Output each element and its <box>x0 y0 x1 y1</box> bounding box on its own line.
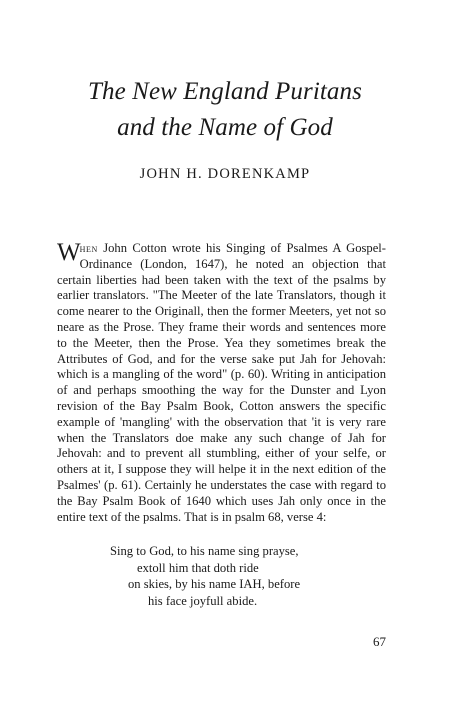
psalm-line-1: Sing to God, to his name sing prayse, <box>110 544 299 558</box>
article-title-line-2: and the Name of God <box>117 114 333 141</box>
psalm-line-3: on skies, by his name IAH, before <box>128 577 301 592</box>
article-title-line-1: The New England Puritans <box>88 78 362 105</box>
drop-cap: W <box>57 239 80 266</box>
author-name: JOHN H. DORENKAMP <box>139 166 311 182</box>
paragraph-1 <box>57 241 386 525</box>
page-number: 67 <box>373 634 386 649</box>
psalm-line-4: his face joyfull abide. <box>148 593 258 608</box>
paragraph-1-text: John Cotton wrote his Singing of Psalmes A Gospel-Ordinance (London, 1647), he noted an objection that certain liberties had been taken with the text of the psalms by earlier translators. "The Meeter of the late Translators, though it come nearer to the Originall, then the former Meeters, yet not so neare as the Prose. They frame their words and sentences more to the Meeter, then the Prose. Yea they sometimes break the Attributes of God, and for the verse sake put Jah for Jehovah: which is a mangling of the word" (p. 60). Writing in anticipation of and perhaps smoothing the way for the Dunster and Lyon revision of the Bay Psalm Book, Cotton answers the specific example of 'mangling' with the observation that 'it is very rare when the Translators doe make any such change of Jah for Jehovah: and to prevent all stumbling, either of your selfe, or others at it, I suppose they will helpe it in the next edition of the Psalmes' (p. 61). Certainly he understates the case with regard to the Bay Psalm Book of 1640 which uses Jah only once in the entire text of the psalms. That is in psalm 68, verse 4: <box>57 241 386 524</box>
article-body <box>57 241 386 525</box>
opening-small-caps: hen <box>79 242 98 255</box>
psalm-line-2: extoll him that doth ride <box>137 560 259 575</box>
